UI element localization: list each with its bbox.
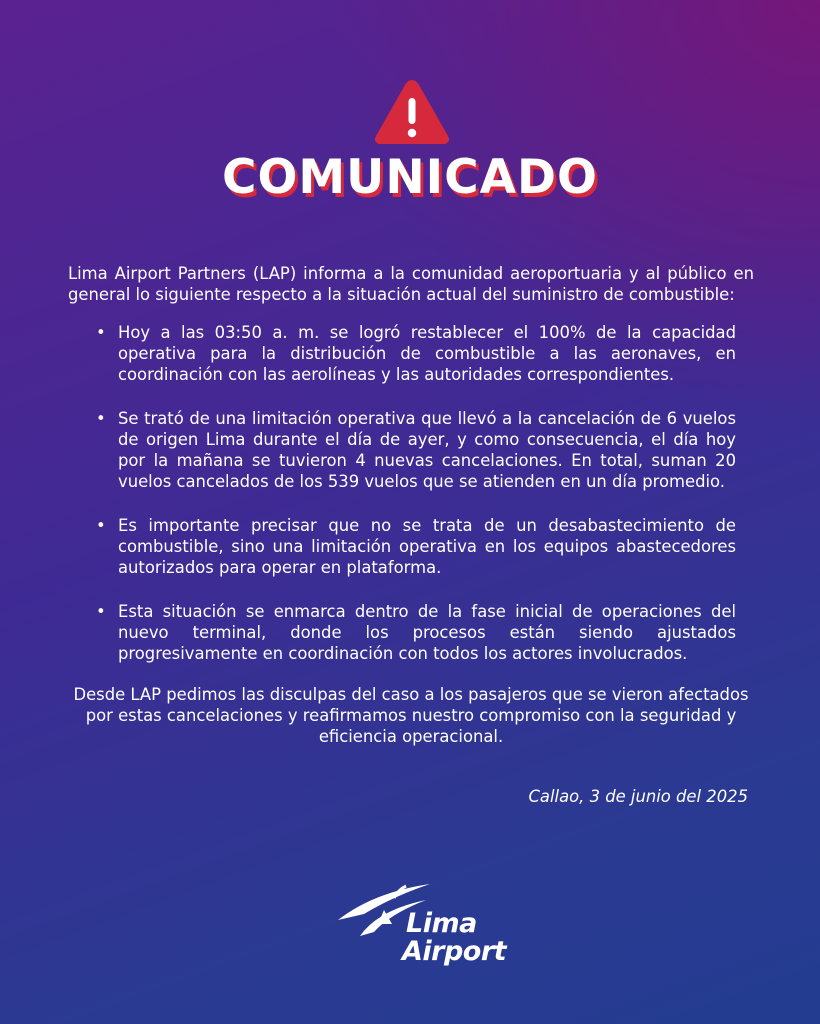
- closing-paragraph: Desde LAP pedimos las disculpas del caso a los pasajeros que se vieron afectados por estas cancelaciones y reafirmamos nuestro compromiso con la seguridad y eficiencia operacional.: [73, 685, 749, 746]
- page-title: COMUNICADO: [221, 150, 599, 205]
- bullet-marker: •: [96, 323, 106, 342]
- intro-paragraph: Lima Airport Partners (LAP) informa a la comunidad aeroportuaria y al público en general lo siguiente respecto a la situación actual del suministro de combustible:: [68, 264, 754, 304]
- logo-text-airport: Airport: [402, 936, 507, 967]
- date-line: Callao, 3 de junio del 2025: [528, 787, 748, 806]
- list-item-text: Hoy a las 03:50 a. m. se logró restablecer el 100% de la capacidad operativa para la distribución de combustible a las aeronaves, en coordinación con las aerolíneas y las autoridades correspondientes.: [118, 323, 736, 384]
- lima-airport-logo: [334, 870, 507, 970]
- list-item-text: Es importante precisar que no se trata de un desabastecimiento de combustible, sino una limitación operativa en los equipos abastecedores autorizados para operar en plataforma.: [118, 516, 736, 577]
- list-item: [96, 515, 736, 578]
- bullet-list: [96, 322, 736, 687]
- warning-triangle-icon: [372, 76, 452, 148]
- bullet-marker: •: [96, 602, 106, 621]
- logo-text-lima: Lima: [406, 908, 477, 939]
- list-item-text: Esta situación se enmarca dentro de la fase inicial de operaciones del nuevo terminal, donde los procesos están siendo ajustados progresivamente en coordinación con todos los actores involucrados.: [118, 602, 736, 663]
- list-item: [96, 601, 736, 664]
- list-item: [96, 408, 736, 492]
- list-item-text: Se trató de una limitación operativa que llevó a la cancelación de 6 vuelos de origen Lima durante el día de ayer, y como consecuencia, el día hoy por la mañana se tuvieron 4 nuevas cancelaciones. En total, suman 20 vuelos cancelados de los 539 vuelos que se atienden en un día promedio.: [118, 409, 736, 491]
- bullet-marker: •: [96, 516, 106, 535]
- list-item: [96, 322, 736, 385]
- bullet-marker: •: [96, 409, 106, 428]
